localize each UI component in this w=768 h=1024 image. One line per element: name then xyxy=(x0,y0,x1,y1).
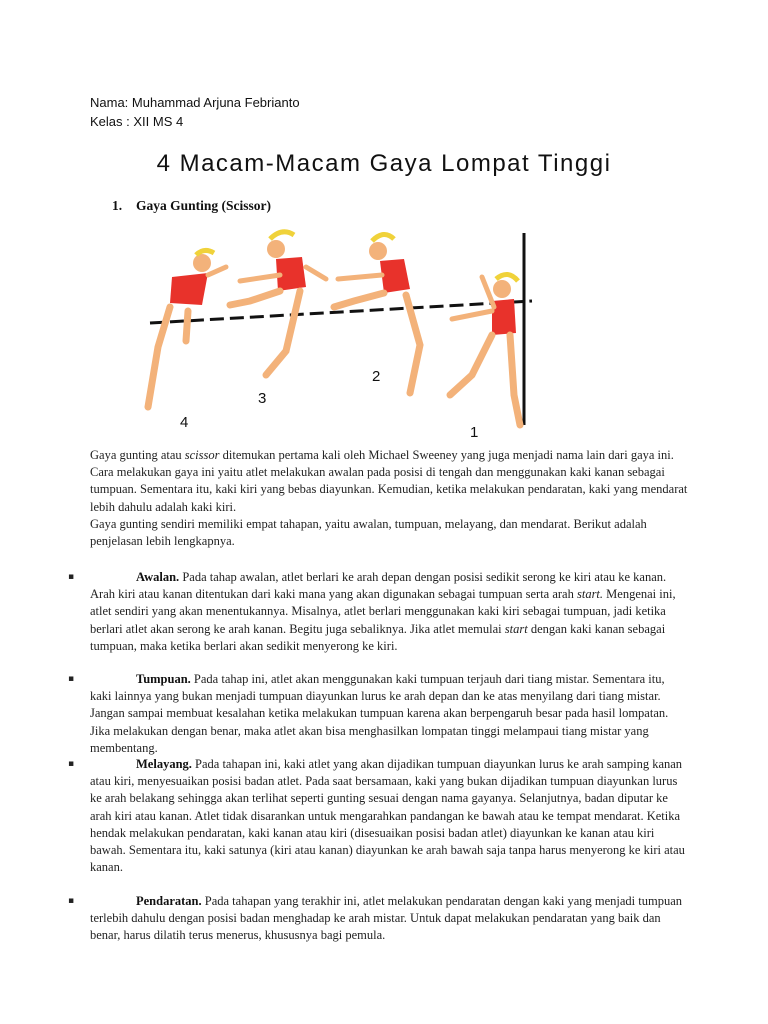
intro-paragraph-2: Gaya gunting sendiri memiliki empat tahapan, yaitu awalan, tumpuan, melayang, dan mendarat. Berikut adalah penjelasan lebih lengkapnya. xyxy=(90,516,647,549)
student-name: Nama: Muhammad Arjuna Febrianto xyxy=(90,95,300,110)
student-class: Kelas : XII MS 4 xyxy=(90,114,184,129)
section-number: 1. xyxy=(112,198,123,213)
bullet-icon: ▪ xyxy=(68,896,75,906)
figure-label-1: 1 xyxy=(470,424,479,441)
list-item-awalan: ▪ Awalan. Pada tahap awalan, atlet berlari ke arah depan dengan posisi sedikit serong ke kiri atau ke kanan. Arah kiri atau kanan ditentukan dari kaki mana yang akan digunakan sebagai tumpuan serta arah start. Mengenai ini, atlet sendiri yang akan menentukannya. Misalnya, atlet berlari menggunakan kaki kiri sebagai tumpuan, jadi ketika berlari atlet akan serong ke arah kanan. Begitu juga sebaliknya. Jika atlet memulai start dengan kaki kanan sebagai tumpuan, maka ketika berlari akan sedikit menyerong ke kiri. xyxy=(68,570,676,653)
figure-label-2: 2 xyxy=(372,368,381,385)
bullet-icon: ▪ xyxy=(68,674,75,684)
figure-label-4: 4 xyxy=(180,414,189,431)
athlete-phase-1 xyxy=(450,274,520,425)
figure-label-3: 3 xyxy=(258,390,267,407)
page-title: 4 Macam-Macam Gaya Lompat Tinggi xyxy=(156,150,612,177)
section-heading xyxy=(112,198,271,214)
list-item-melayang: ▪ Melayang. Pada tahapan ini, kaki atlet yang akan dijadikan tumpuan diayunkan lurus ke arah samping kanan atau kiri, menyesuaikan posisi badan atlet. Pada saat bersamaan, kaki yang bukan dijadikan tumpuan diayunkan lurus ke arah belakang sehingga akan terlihat seperti gunting sesuai dengan nama gayanya. Selanjutnya, badan diputar ke arah kiri atau kanan. Atlet tidak disarankan untuk mengarahkan pandangan ke bawah atau ke tempat mendarat. Ketika hendak melakukan pendaratan, kaki kanan atau kiri (disesuaikan posisi badan atlet) diayunkan ke kanan atau kiri bawah. Sementara itu, kaki satunya (kiri atau kanan) diayunkan ke arah bawah saja tanpa harus menyerong ke kiri atau kanan. xyxy=(68,757,685,875)
bullet-icon: ▪ xyxy=(68,759,75,769)
section-title: Gaya Gunting (Scissor) xyxy=(136,198,272,213)
scissor-jump-illustration xyxy=(130,215,540,445)
intro-text xyxy=(90,447,690,550)
list-item-pendaratan: ▪ Pendaratan. Pada tahapan yang terakhir ini, atlet melakukan pendaratan dengan kaki yang menjadi tumpuan terlebih dahulu dengan posisi badan menghadap ke arah mistar. Untuk dapat melakukan pendaratan yang baik dan benar, harus dilatih terus menerus, khususnya bagi pemula. xyxy=(68,894,683,943)
athlete-phase-4 xyxy=(148,250,226,407)
intro-paragraph-1: Gaya gunting atau scissor ditemukan pertama kali oleh Michael Sweeney yang juga menjadi nama lain dari gaya ini. Cara melakukan gaya ini yaitu atlet melakukan awalan pada posisi di tengah dan menggunakan kaki kanan sebagai tumpuan. Sementara itu, kaki kiri yang bebas diayunkan. Kemudian, ketika melakukan pendaratan, kaki yang mendarat lebih dahulu adalah kaki kiri. xyxy=(90,448,688,514)
bullet-icon: ▪ xyxy=(68,572,75,582)
athlete-phase-3 xyxy=(230,232,326,375)
list-item-tumpuan: ▪ Tumpuan. Pada tahap ini, atlet akan menggunakan kaki tumpuan terjauh dari tiang mistar. Sementara itu, kaki lainnya yang bukan menjadi tumpuan diayunkan lurus ke arah depan dan ke atas menyilang dari tiang mistar. Jangan sampai membuat kesalahan ketika melakukan tumpuan karena akan berpengaruh besar pada hasil lompatan. Jika melakukan dengan benar, maka atlet akan bisa menghasilkan lompatan tinggi melampaui tiang mistar yang membentang. xyxy=(68,672,669,755)
